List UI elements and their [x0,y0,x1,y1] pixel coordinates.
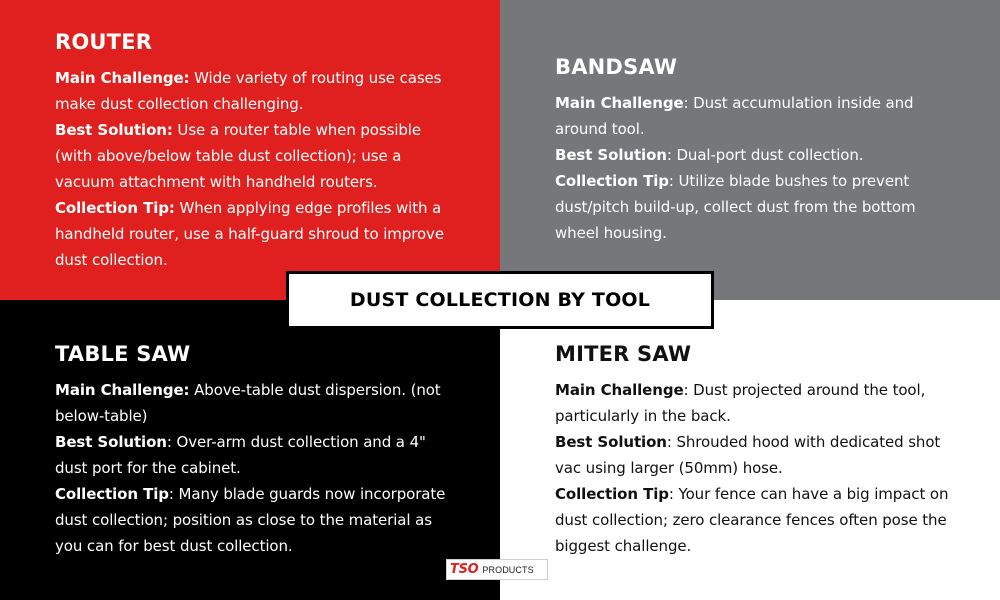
router-section [0,0,500,300]
logo-suffix: PRODUCTS [481,560,535,579]
tablesaw-challenge-text: Above-table dust dispersion. (not below-table) [55,381,441,425]
router-solution-label: Best Solution: [55,121,173,139]
router-content [55,29,455,273]
tablesaw-tip-label: Collection Tip [55,485,169,503]
tablesaw-solution-text: : Over-arm dust collection and a 4" dust port for the cabinet. [55,433,426,477]
bandsaw-section [500,0,1000,300]
bandsaw-tip-label: Collection Tip [555,172,669,190]
mitersaw-tip-label: Collection Tip [555,485,669,503]
router-text [55,65,455,273]
bandsaw-solution-text: : Dual-port dust collection. [666,146,864,164]
center-title: DUST COLLECTION BY TOOL [289,274,711,326]
tablesaw-title: TABLE SAW [55,342,191,366]
bandsaw-challenge-label: Main Challenge [555,94,684,112]
mitersaw-solution-label: Best Solution [555,433,667,451]
bandsaw-solution-label: Best Solution [555,146,667,164]
mitersaw-challenge-label: Main Challenge [555,381,684,399]
bandsaw-text [555,90,955,246]
mitersaw-tip-text: : Your fence can have a big impact on dust collection; zero clearance fences often pose the biggest challenge. [555,485,949,555]
router-tip-label: Collection Tip: [55,199,175,217]
router-title: ROUTER [55,30,153,54]
mitersaw-title: MITER SAW [555,342,692,366]
mitersaw-text [555,377,955,559]
tablesaw-section [0,300,500,600]
mitersaw-challenge-text: : Dust projected around the tool, particularly in the back. [555,381,926,425]
router-challenge-label: Main Challenge: [55,69,190,87]
tablesaw-text [55,377,455,559]
tablesaw-challenge-label: Main Challenge: [55,381,190,399]
bandsaw-title: BANDSAW [555,55,678,79]
router-challenge-text: Wide variety of routing use cases make dust collection challenging. [55,69,442,113]
tso-products-logo [446,559,548,580]
bandsaw-content [555,54,955,246]
tablesaw-tip-text: : Many blade guards now incorporate dust collection; position as close to the material as you can for best dust collection. [55,485,446,555]
tablesaw-content [55,341,455,559]
router-solution-text: Use a router table when possible (with above/below table dust collection); use a vacuum attachment with handheld routers. [55,121,422,191]
bandsaw-challenge-text: : Dust accumulation inside and around tool. [555,94,914,138]
mitersaw-section [500,300,1000,600]
tablesaw-solution-label: Best Solution [55,433,167,451]
bandsaw-tip-text: : Utilize blade bushes to prevent dust/pitch build-up, collect dust from the bottom wheel housing. [555,172,916,242]
router-tip-text: When applying edge profiles with a handheld router, use a half-guard shroud to improve dust collection. [55,199,444,269]
logo-brand: TSO [447,560,481,579]
mitersaw-content [555,341,955,559]
center-title-box [286,271,714,329]
mitersaw-solution-text: : Shrouded hood with dedicated shot vac using larger (50mm) hose. [555,433,941,477]
